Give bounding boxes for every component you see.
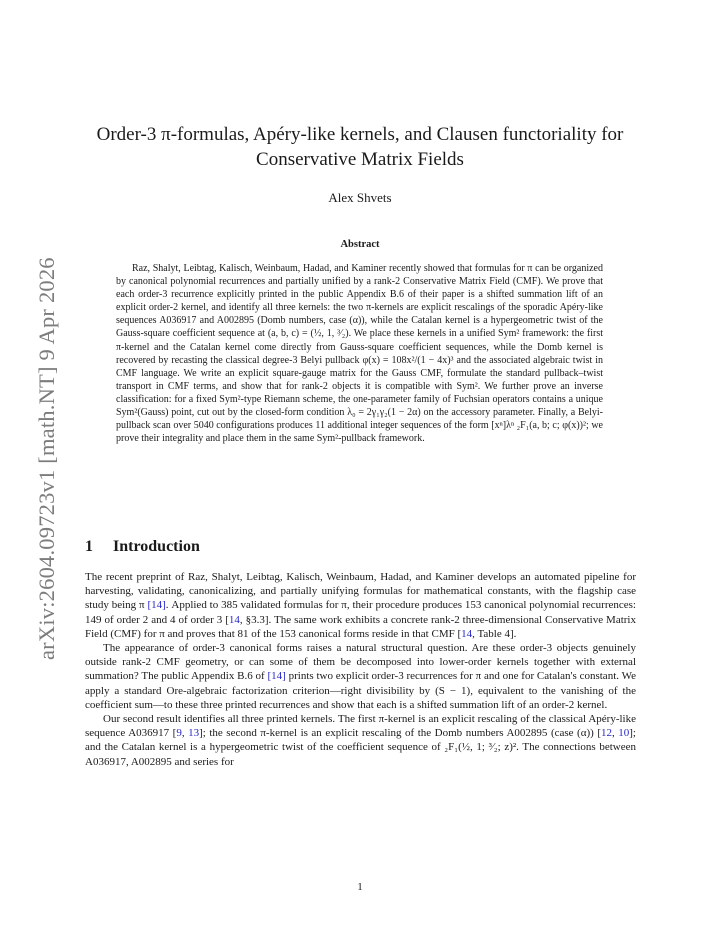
text-run: , §3.3]. The same work exhibits a concrete rank-2 three-dimensional Conservative Matrix Field (CMF) for π and proves that 81 of the 153 canonical forms reside in that CMF [ (85, 613, 636, 640)
arxiv-stamp: arXiv:2604.09723v1 [math.NT] 9 Apr 2026 (34, 257, 59, 660)
text-run: , Table 4]. (472, 627, 517, 640)
citation-link[interactable]: 13 (188, 727, 200, 740)
introduction-body (85, 570, 636, 769)
citation-link[interactable]: 14 (461, 627, 473, 640)
section-heading (85, 538, 200, 556)
citation-link[interactable]: 14 (228, 613, 240, 626)
abstract-heading: Abstract (340, 239, 380, 250)
citation-link[interactable]: [14] (147, 599, 166, 612)
paragraph (85, 712, 636, 769)
text-run: Our second result identifies all three printed kernels. The first π-kernel is an explicit rescaling of the classical Apéry-like sequence A036917 [ (85, 713, 636, 740)
text-run: ]; and the Catalan kernel is a hypergeometric twist of the coefficient sequence of ₂F₁(½, 1; ³⁄₂; z)². The connections between A036917, A002895 and series for (85, 727, 636, 768)
author-name: Alex Shvets (328, 190, 392, 205)
text-run: . Applied to 385 validated formulas for π, their procedure produces 153 canonical polynomial recurrences: 149 of order 2 and 4 of order 3 [ (85, 599, 636, 626)
section-title: Introduction (113, 538, 200, 555)
text-run: prints two explicit order-3 recurrences for π and one for Catalan's constant. We apply a standard Ore-algebraic factorization criterion—right divisibility by (S − 1), equivalent to the vanishing of the coefficient sum—to these three printed recurrences and show that each is a shifted summation lift of an order-2 kernel. (85, 670, 636, 711)
text-run: , (612, 727, 619, 740)
page-number: 1 (357, 881, 363, 893)
text-run: , (181, 727, 189, 740)
section-number: 1 (85, 538, 93, 555)
citation-link[interactable]: 10 (618, 727, 630, 740)
abstract-text: Raz, Shalyt, Leibtag, Kalisch, Weinbaum, Hadad, and Kaminer recently showed that formulas for π can be organized by canonical polynomial recurrences and partially unified by a rank-2 Conservative Matrix Field (CMF). We prove that each order-3 recurrence explicitly printed in the public Appendix B.6 of their paper is a shifted summation lift of an explicit order-2 kernel, and identify all three kernels: the two π-kernels are explicit rescalings of the sporadic Apéry-like sequences A036917 and A002895 (Domb numbers, case (α)), while the Catalan kernel is a hypergeometric twist of the Gauss-square coefficient sequence at (a, b, c) = (½, 1, ³⁄₂). We place these kernels in a unified Sym² framework: the first π-kernel and the Catalan kernel come directly from Gauss-square coefficient sequences, while the Domb kernel is recovered by recasting the classical degree-3 Belyi pullback φ(x) = 108x²/(1 − 4x)³ and the associated algebraic twist in CMF language. We write an explicit square-gauge matrix for the Gauss CMF, formulate the standard pullback–twist transport in CMF terms, and show that for rank-2 objects it is compatible with Sym². We further prove an inverse classification: for a fixed Sym²-type Riemann scheme, the one-parameter family of Fuchsian operators contains a unique Sym²(Gauss) point, cut out by the closed-form condition λ₀ = 2γ₁γ₂(1 − 2α) on the accessory parameter. Finally, a Belyi-pullback scan over 5040 configurations produces 11 additional integer sequences of the form [xⁿ]λⁿ ₂F₁(a, b; c; φ(x))²; we prove their integrality and place them in the same Sym²-pullback framework. (116, 263, 603, 445)
text-run: The recent preprint of Raz, Shalyt, Leibtag, Kalisch, Weinbaum, Hadad, and Kaminer develops an automated pipeline for harvesting, validating, canonicalizing, and partially unifying formulas for mathematical constants, with the flagship case study being π (85, 571, 636, 612)
citation-link[interactable]: [14] (267, 670, 286, 683)
text-run: The appearance of order-3 canonical forms raises a natural structural question. Are these order-3 objects genuinely outside rank-2 CMF geometry, or can some of them be decomposed into lower-order kernels together with external summation? The public Appendix B.6 of (85, 642, 636, 683)
citation-link[interactable]: 12 (601, 727, 612, 740)
paragraph (85, 641, 636, 712)
paragraph (85, 570, 636, 641)
text-run: ]; the second π-kernel is an explicit rescaling of the Domb numbers A002895 (case (α)) [ (199, 727, 601, 740)
citation-link[interactable]: 9 (176, 727, 182, 740)
paper-title: Order-3 π-formulas, Apéry-like kernels, and Clausen functoriality for Conservative Matrix Fields (96, 124, 624, 170)
